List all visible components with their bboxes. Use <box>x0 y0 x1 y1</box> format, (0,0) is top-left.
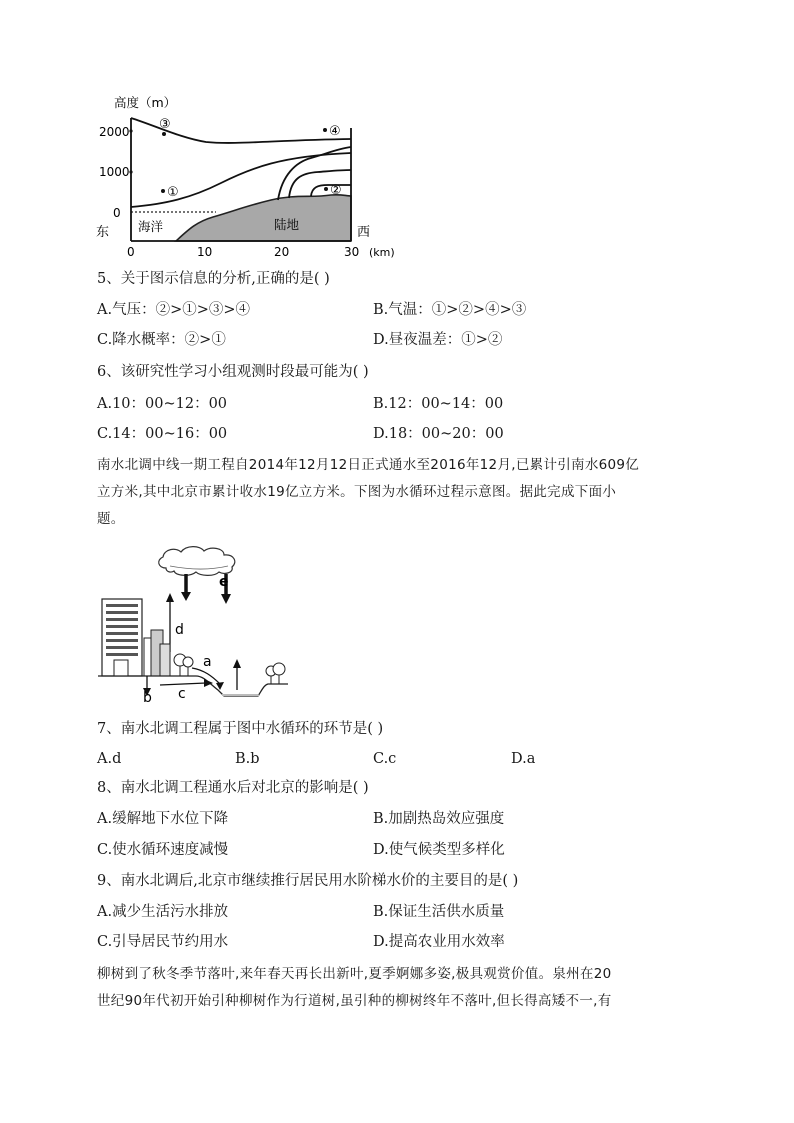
label-d: d <box>175 622 184 638</box>
y-tick-0: 0 <box>113 206 121 220</box>
q8-option-a: A.缓解地下水位下降 <box>97 811 229 827</box>
land-shape <box>176 195 351 241</box>
point-1-label: ① <box>167 185 179 200</box>
q5-option-d: D.昼夜温差：①>② <box>373 332 503 348</box>
label-b: b <box>143 690 152 702</box>
q6-stem: 6、该研究性学习小组观测时段最可能为( ) <box>97 364 369 380</box>
tree-4 <box>273 663 285 675</box>
q9-option-a: A.减少生活污水排放 <box>97 904 229 920</box>
q8-option-d: D.使气候类型多样化 <box>373 842 505 858</box>
label-c: c <box>178 686 186 702</box>
q8-option-c: C.使水循环速度减慢 <box>97 842 229 858</box>
ocean-label: 海洋 <box>138 219 164 234</box>
river-evaporation-head <box>233 659 241 668</box>
groundwater-arrow-c-head <box>204 679 213 687</box>
tick-dot-1000 <box>129 170 132 173</box>
x-unit: (km) <box>369 246 395 259</box>
q9-option-c: C.引导居民节约用水 <box>97 934 229 950</box>
water-cycle-figure <box>96 544 296 702</box>
point-4-label: ④ <box>329 124 341 139</box>
q6-option-b: B.12：00~14：00 <box>373 396 504 412</box>
q5-option-b: B.气温：①>②>④>③ <box>373 302 527 318</box>
point-2-dot <box>324 187 328 191</box>
tree-2 <box>183 657 193 667</box>
q5-option-a: A.气压：②>①>③>④ <box>97 302 251 318</box>
q6-option-c: C.14：00~16：00 <box>97 426 228 442</box>
x-tick-10: 10 <box>197 245 213 259</box>
passage2-line-1: 柳树到了秋冬季节落叶,来年春天再长出新叶,夏季婀娜多姿,极具观赏价值。泉州在20 <box>97 966 612 982</box>
west-label: 西 <box>357 225 371 240</box>
passage1-line-3: 题。 <box>97 511 125 527</box>
q6-option-d: D.18：00~20：00 <box>373 426 504 442</box>
y-tick-1000: 1000 <box>99 165 130 179</box>
q9-option-b: B.保证生活供水质量 <box>373 904 505 920</box>
mid-building-3 <box>160 644 170 676</box>
q7-option-a: A.d <box>97 751 122 767</box>
building-door <box>114 660 128 676</box>
x-tick-30: 30 <box>344 245 360 259</box>
x-tick-20: 20 <box>274 245 290 259</box>
point-2-label: ② <box>330 183 342 198</box>
passage-willow-trees <box>97 961 703 1015</box>
isobar-mid-2 <box>289 170 351 198</box>
passage-south-north-water <box>97 452 703 533</box>
east-label: 东 <box>96 225 110 240</box>
y-axis-title: 高度（m） <box>114 95 177 110</box>
point-1-dot <box>161 189 165 193</box>
cloud-shape <box>159 547 235 576</box>
evaporation-arrow-d-head <box>166 593 174 602</box>
groundwater-arrow-c <box>160 683 206 685</box>
label-e: e <box>219 574 229 590</box>
q8-stem: 8、南水北调工程通水后对北京的影响是( ) <box>97 780 369 796</box>
q9-stem: 9、南水北调后,北京市继续推行居民用水阶梯水价的主要目的是( ) <box>97 873 519 889</box>
y-tick-2000: 2000 <box>99 125 130 139</box>
point-3-label: ③ <box>159 117 171 132</box>
x-tick-0: 0 <box>127 245 135 259</box>
land-label: 陆地 <box>274 217 300 232</box>
passage1-line-1: 南水北调中线一期工程自2014年12月12日正式通水至2016年12月,已累计引南水609亿 <box>97 457 640 473</box>
q9-option-d: D.提高农业用水效率 <box>373 934 505 950</box>
passage1-line-2: 立方米,其中北京市累计收水19亿立方米。下图为水循环过程示意图。据此完成下面小 <box>97 484 617 500</box>
point-4-dot <box>323 128 327 132</box>
q6-option-a: A.10：00~12：00 <box>97 396 228 412</box>
rain-arrow-1-head <box>181 592 191 601</box>
label-a: a <box>203 654 212 670</box>
q7-stem: 7、南水北调工程属于图中水循环的环节是( ) <box>97 721 384 737</box>
q5-stem: 5、关于图示信息的分析,正确的是( ) <box>97 271 330 287</box>
q7-option-d: D.a <box>511 751 536 767</box>
q7-option-c: C.c <box>373 751 397 767</box>
q7-option-b: B.b <box>235 751 260 767</box>
rain-arrow-e-head <box>221 594 231 604</box>
q8-option-b: B.加剧热岛效应强度 <box>373 811 505 827</box>
cross-section-figure <box>96 90 406 262</box>
q5-option-c: C.降水概率：②>① <box>97 332 226 348</box>
tick-dot-2000 <box>129 129 132 132</box>
river-water <box>222 694 260 696</box>
point-3-dot <box>162 132 166 136</box>
ground-line <box>98 676 288 696</box>
passage2-line-2: 世纪90年代初开始引种柳树作为行道树,虽引种的柳树终年不落叶,但长得高矮不一,有 <box>97 993 612 1009</box>
